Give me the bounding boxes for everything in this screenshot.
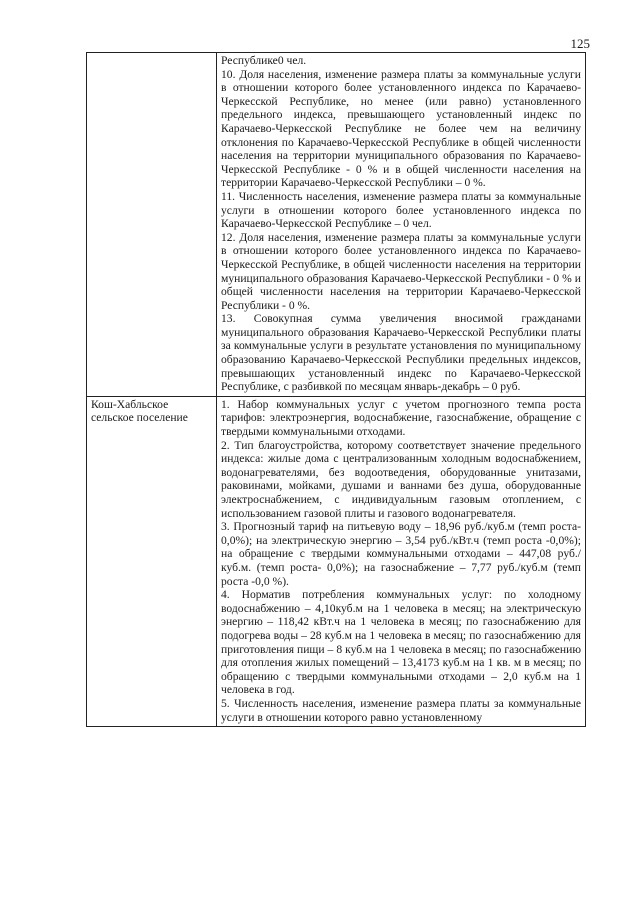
paragraph: 13. Совокупная сумма увеличения вносимой гражданами муниципального образования Карачаево-Черкесской Республики платы за коммунальные услуги в результате установления по муниципальному образованию Карачаево-Черкесской Республики предельных индексов, превышающих установленный индекс по Карачаево-Черкесской Республике, с разбивкой по месяцам январь-декабрь – 0 руб. (221, 312, 581, 394)
indicators-table (86, 52, 586, 727)
settlement-cell (87, 53, 217, 397)
paragraph: 11. Численность населения, изменение размера платы за коммунальные услуги в отношении которого более установленного индекса по Карачаево-Черкесской Республике – 0 чел. (221, 189, 581, 231)
indicators-cell (217, 396, 586, 726)
table-row (87, 396, 586, 726)
paragraph: 5. Численность населения, изменение размера платы за коммунальные услуги в отношении которого равно установленному (221, 696, 581, 724)
paragraph: Республике0 чел. (221, 54, 307, 67)
indicators-cell (217, 53, 586, 397)
paragraph: 3. Прогнозный тариф на питьевую воду – 18,96 руб./куб.м (темп роста- 0,0%); на электрическую энергию – 3,54 руб./кВт.ч (темп роста -0,0%); на обращение с твердыми коммунальными отходами – 447,08 руб./куб.м. (темп роста- 0,0%); на газоснабжение – 7,77 руб./куб.м (темп роста -0,0 %). (221, 520, 581, 588)
settlement-cell: Кош-Хабльское сельское поселение (87, 396, 217, 726)
page-number: 125 (570, 36, 590, 51)
paragraph: 1. Набор коммунальных услуг с учетом прогнозного темпа роста тарифов: электроэнергия, водоснабжение, газоснабжение, обращение с твердыми коммунальными отходами. (221, 397, 581, 439)
paragraph: 4. Норматив потребления коммунальных услуг: по холодному водоснабжению – 4,10куб.м на 1 человека в месяц; на электрическую энергию – 118,42 кВт.ч на 1 человека в месяц; по газоснабжению для подогрева воды – 28 куб.м на 1 человека в месяц; по газоснабжению для приготовления пищи – 8 куб.м на 1 человека в месяц; по газоснабжению для отопления жилых помещений – 13,4173 куб.м на 1 кв. м в месяц; по обращению с твердыми коммунальными отходами – 2,0 куб.м на 1 человека в год. (221, 588, 581, 697)
paragraph: 12. Доля населения, изменение размера платы за коммунальные услуги в отношении которого более установленного индекса по Карачаево-Черкесской Республике, в общей численности населения на территории муниципального образования Карачаево-Черкесской Республики - 0 % и общей численности населения на территории Карачаево-Черкесской Республики - 0 %. (221, 230, 581, 312)
table-row (87, 53, 586, 397)
paragraph: 10. Доля населения, изменение размера платы за коммунальные услуги в отношении которого более установленного индекса по Карачаево-Черкесской Республике, но менее (или равно) установленного предельного индекса, превышающего установленный индекс по Карачаево-Черкесской Республике не более чем на величину отклонения по Карачаево-Черкесской Республике в общей численности населения на территории муниципального образования по Карачаево-Черкесской Республике - 0 % и в общей численности населения на территории Карачаево-Черкесской Республики – 0 %. (221, 67, 581, 190)
paragraph: 2. Тип благоустройства, которому соответствует значение предельного индекса: жилые дома с централизованным холодным водоснабжением, водонагревателями, без водоотведения, оборудованные унитазами, раковинами, мойками, душами и ваннами без душа, оборудованные электроснабжением, с индивидуальным газовым отоплением, с использованием газовой плиты и газового водонагревателя. (221, 438, 581, 520)
